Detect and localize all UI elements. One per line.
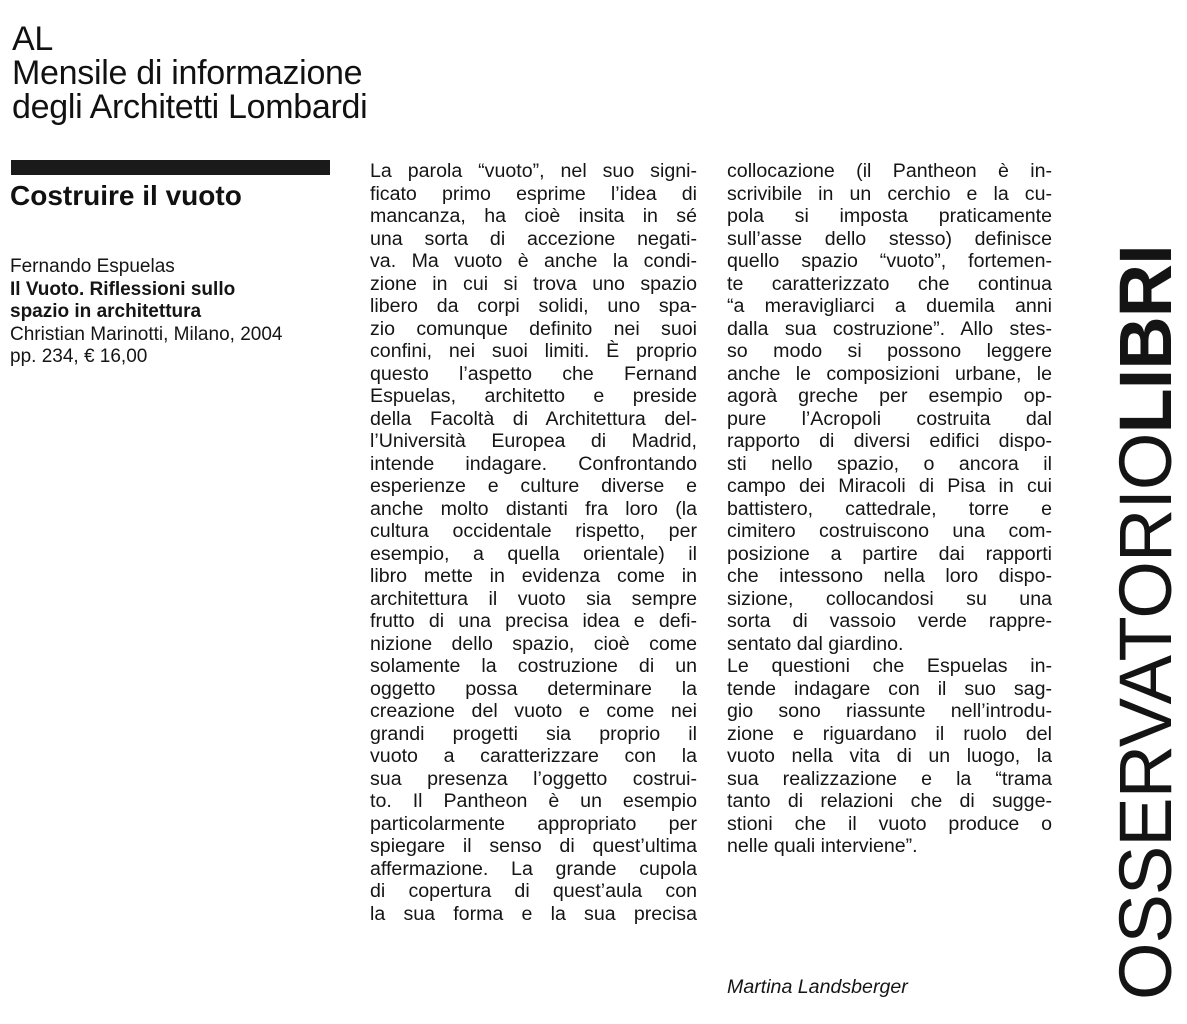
body-line: solamente la costruzione di un [370,655,697,677]
body-line: “a meravigliarci a duemila anni [727,295,1052,317]
body-line: battistero, cattedrale, torre e [727,497,1052,520]
body-line: della Facoltà di Architettura del- [370,407,697,430]
body-line: agorà greche per esempio op- [727,385,1052,407]
body-line: intende indagare. Confrontando [370,452,697,475]
body-line: affermazione. La grande cupola [370,857,697,880]
book-author: Fernando Espuelas [10,256,175,277]
masthead [12,22,367,124]
body-line: frutto di una precisa idea e defi- [370,610,697,632]
body-line: campo dei Miracoli di Pisa in cui [727,475,1052,497]
body-line: ficato primo esprime l’idea di [370,182,697,205]
masthead-line-3: degli Architetti Lombardi [12,88,368,126]
body-line: sua realizzazione e la “trama [727,767,1052,790]
masthead-line-1: AL [12,20,53,58]
body-line: mancanza, ha cioè insita in sé [370,205,697,227]
body-line: tende indagare con il suo sag- [727,677,1052,700]
body-line: rapporto di diversi edifici dispo- [727,430,1052,452]
body-line: sentato dal giardino. [727,632,904,655]
body-line: cimitero costruiscono una com- [727,520,1052,542]
body-line: sorta di vassoio verde rappre- [727,610,1052,632]
body-line: pola si imposta praticamente [727,205,1052,227]
section-label-osservatorio: OSSERVATORIO [1104,433,1187,1000]
body-line: scrivibile in un cerchio e la cu- [727,182,1052,205]
body-line: nelle quali interviene”. [727,835,918,857]
body-line: cultura occidentale rispetto, per [370,520,697,542]
body-line: quello spazio “vuoto”, fortemen- [727,250,1052,272]
body-line: Le questioni che Espuelas in- [727,655,1052,677]
title-rule-bar [11,160,330,175]
body-line: tanto di relazioni che di sugge- [727,790,1052,812]
body-line: oggetto possa determinare la [370,677,697,700]
book-title-line-1: Il Vuoto. Riflessioni sullo [10,278,236,300]
masthead-line-2: Mensile di informazione [12,54,363,92]
article-signature: Martina Landsberger [727,976,908,998]
body-line: va. Ma vuoto è anche la condi- [370,250,697,272]
body-line: esempio, a quella orientale) il [370,542,697,565]
book-info [10,256,350,369]
section-label-libri: LIBRI [1104,245,1187,434]
body-line: la sua forma e la sua precisa [370,902,697,925]
body-line: La parola “vuoto”, nel suo signi- [370,160,697,182]
body-line: una sorta di accezione negati- [370,227,697,250]
body-line: di copertura di quest’aula con [370,880,697,902]
body-line: zio comunque definito nei suoi [370,317,697,340]
body-line: zione e riguardano il ruolo del [727,722,1052,745]
body-line: architettura il vuoto sia sempre [370,587,697,610]
body-line: dalla sua costruzione”. Allo stes- [727,317,1052,340]
body-line: stioni che il vuoto produce o [727,812,1052,835]
body-line: particolarmente appropriato per [370,812,697,835]
body-line: nizione dello spazio, cioè come [370,632,697,655]
body-line: libero da corpi solidi, uno spa- [370,295,697,317]
body-line: confini, nei suoi limiti. È proprio [370,340,697,362]
body-column-2 [727,160,1052,858]
book-title-line-2: spazio in architettura [10,301,202,322]
book-publisher: Christian Marinotti, Milano, 2004 [10,323,283,345]
body-line: sull’asse dello stesso) definisce [727,227,1052,250]
body-line: spiegare il senso di quest’ultima [370,835,697,857]
body-line: te caratterizzato che continua [727,272,1052,295]
body-line: collocazione (il Pantheon è in- [727,160,1052,182]
body-line: che intessono nella loro dispo- [727,565,1052,587]
body-line: sua presenza l’oggetto costrui- [370,767,697,790]
body-line: vuoto nella vita di un luogo, la [727,745,1052,767]
body-line: sizione, collocandosi su una [727,587,1052,610]
section-label [1104,245,1187,1000]
body-line: creazione del vuoto e come nei [370,700,697,722]
body-line: esperienze e culture diverse e [370,475,697,497]
body-line: grandi progetti sia proprio il [370,722,697,745]
body-line: sti nello spazio, o ancora il [727,452,1052,475]
body-line: anche le composizioni urbane, le [727,362,1052,385]
body-line: l’Università Europea di Madrid, [370,430,697,452]
body-line: pure l’Acropoli costruita dal [727,407,1052,430]
body-line: vuoto a caratterizzare con la [370,745,697,767]
body-line: anche molto distanti fra loro (la [370,497,697,520]
body-line: libro mette in evidenza come in [370,565,697,587]
body-line: so modo si possono leggere [727,340,1052,362]
body-line: to. Il Pantheon è un esempio [370,790,697,812]
body-line: questo l’aspetto che Fernand [370,362,697,385]
body-line: zione in cui si trova uno spazio [370,272,697,295]
body-line: posizione a partire dai rapporti [727,542,1052,565]
body-line: gio sono riassunte nell’introdu- [727,700,1052,722]
body-line: Espuelas, architetto e preside [370,385,697,407]
body-column-1 [370,160,697,925]
book-details: pp. 234, € 16,00 [10,346,148,367]
article-title: Costruire il vuoto [10,180,242,211]
